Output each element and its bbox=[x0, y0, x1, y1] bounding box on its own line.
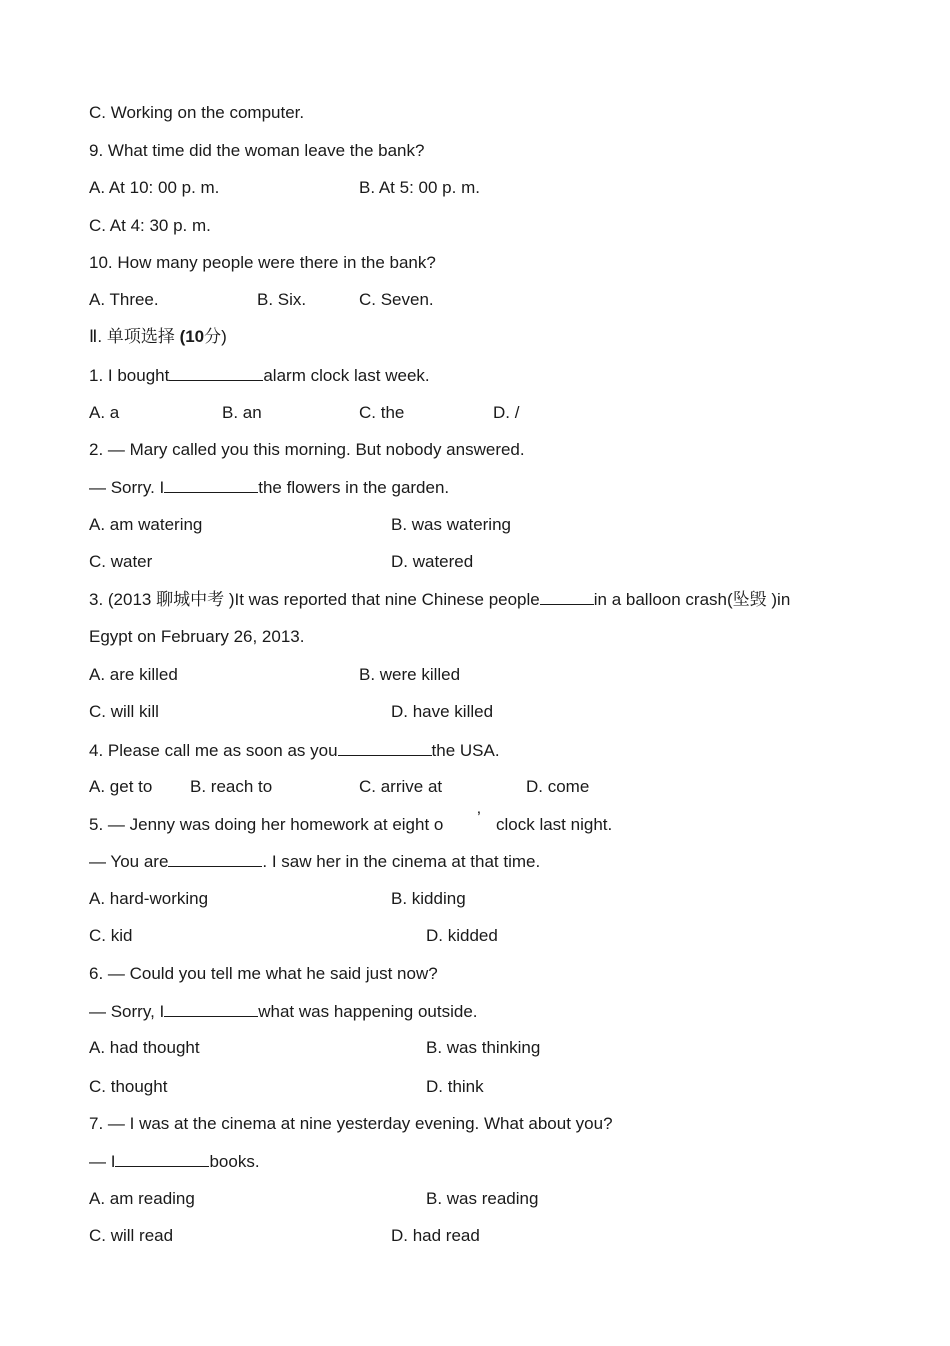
q1-option-c: C. the bbox=[359, 403, 405, 422]
q3-line2: Egypt on February 26, 2013. bbox=[89, 627, 305, 646]
q4-stem-before: 4. Please call me as soon as you bbox=[89, 741, 338, 760]
q5-option-b: B. kidding bbox=[391, 889, 466, 908]
q2-line2-after: the flowers in the garden. bbox=[258, 478, 450, 497]
answer-blank[interactable] bbox=[164, 1001, 258, 1017]
q3-option-d: D. have killed bbox=[391, 702, 494, 721]
answer-blank[interactable] bbox=[115, 1151, 209, 1167]
q4-option-b: B. reach to bbox=[190, 777, 273, 796]
q6-line2 bbox=[89, 1001, 478, 1022]
q7-option-d: D. had read bbox=[391, 1226, 480, 1245]
q3-line1-before: 3. (2013 聊城中考 )It was reported that nine Chinese people bbox=[89, 590, 540, 609]
q7-option-a: A. am reading bbox=[89, 1189, 195, 1208]
q5-line2-after: . I saw her in the cinema at that time. bbox=[262, 852, 541, 871]
answer-blank[interactable] bbox=[168, 851, 262, 867]
q7-line2-before: — I bbox=[89, 1152, 116, 1171]
q5-option-c: C. kid bbox=[89, 926, 133, 945]
q1-option-d: D. / bbox=[493, 403, 520, 422]
q6-line2-after: what was happening outside. bbox=[258, 1002, 478, 1021]
q5-apostrophe: ’ bbox=[477, 808, 481, 827]
q5-line1-end: clock last night. bbox=[496, 815, 613, 834]
q4-option-d: D. come bbox=[526, 777, 590, 796]
q7-line2 bbox=[89, 1151, 260, 1172]
section-title: 单项选择 bbox=[106, 327, 175, 346]
q6-option-b: B. was thinking bbox=[426, 1038, 541, 1057]
q3-option-a: A. are killed bbox=[89, 665, 178, 684]
q9-option-a: A. At 10: 00 p. m. bbox=[89, 178, 220, 197]
q6-line1: 6. — Could you tell me what he said just now? bbox=[89, 964, 438, 983]
q10-option-c: C. Seven. bbox=[359, 290, 434, 309]
section-heading bbox=[89, 327, 227, 347]
q9-option-b: B. At 5: 00 p. m. bbox=[359, 178, 480, 197]
answer-blank[interactable] bbox=[169, 365, 263, 381]
q9-option-c: C. At 4: 30 p. m. bbox=[89, 216, 211, 235]
q5-line1: 5. — Jenny was doing her homework at eight o bbox=[89, 815, 444, 834]
q4-stem bbox=[89, 740, 500, 761]
q3-line1-after: in a balloon crash(坠毁 )in bbox=[593, 590, 791, 609]
q7-option-b: B. was reading bbox=[426, 1189, 539, 1208]
q2-option-c: C. water bbox=[89, 552, 153, 571]
q7-line1: 7. — I was at the cinema at nine yesterday evening. What about you? bbox=[89, 1114, 613, 1133]
q4-option-a: A. get to bbox=[89, 777, 153, 796]
q2-option-b: B. was watering bbox=[391, 515, 511, 534]
q1-stem bbox=[89, 365, 430, 386]
q5-option-a: A. hard-working bbox=[89, 889, 209, 908]
q6-option-a: A. had thought bbox=[89, 1038, 200, 1057]
section-numeral: Ⅱ. bbox=[89, 327, 103, 346]
q8-option-c: C. Working on the computer. bbox=[89, 103, 305, 122]
q10-option-b: B. Six. bbox=[257, 290, 307, 309]
q2-line2 bbox=[89, 477, 449, 498]
q7-line2-after: books. bbox=[209, 1152, 260, 1171]
section-score-unit: 分) bbox=[204, 327, 227, 346]
q6-option-d: D. think bbox=[426, 1077, 484, 1096]
q5-line2 bbox=[89, 851, 540, 872]
answer-blank[interactable] bbox=[338, 740, 432, 756]
q1-stem-after: alarm clock last week. bbox=[263, 366, 430, 385]
section-score-number: (10 bbox=[179, 327, 205, 346]
q7-option-c: C. will read bbox=[89, 1226, 174, 1245]
q1-option-b: B. an bbox=[222, 403, 262, 422]
q2-option-d: D. watered bbox=[391, 552, 474, 571]
q3-line1 bbox=[89, 589, 790, 610]
q6-line2-before: — Sorry, I bbox=[89, 1002, 165, 1021]
q4-stem-after: the USA. bbox=[431, 741, 500, 760]
q10-question: 10. How many people were there in the bank? bbox=[89, 253, 436, 272]
q9-question: 9. What time did the woman leave the bank? bbox=[89, 141, 425, 160]
q6-option-c: C. thought bbox=[89, 1077, 168, 1096]
answer-blank[interactable] bbox=[540, 589, 594, 605]
q1-stem-before: 1. I bought bbox=[89, 366, 170, 385]
q4-option-c: C. arrive at bbox=[359, 777, 443, 796]
q10-option-a: A. Three. bbox=[89, 290, 159, 309]
q2-line1: 2. — Mary called you this morning. But nobody answered. bbox=[89, 440, 525, 459]
q5-line2-before: — You are bbox=[89, 852, 169, 871]
q2-option-a: A. am watering bbox=[89, 515, 203, 534]
q1-option-a: A. a bbox=[89, 403, 120, 422]
answer-blank[interactable] bbox=[164, 477, 258, 493]
q3-option-b: B. were killed bbox=[359, 665, 461, 684]
q2-line2-before: — Sorry. I bbox=[89, 478, 165, 497]
q3-option-c: C. will kill bbox=[89, 702, 159, 721]
q5-option-d: D. kidded bbox=[426, 926, 498, 945]
